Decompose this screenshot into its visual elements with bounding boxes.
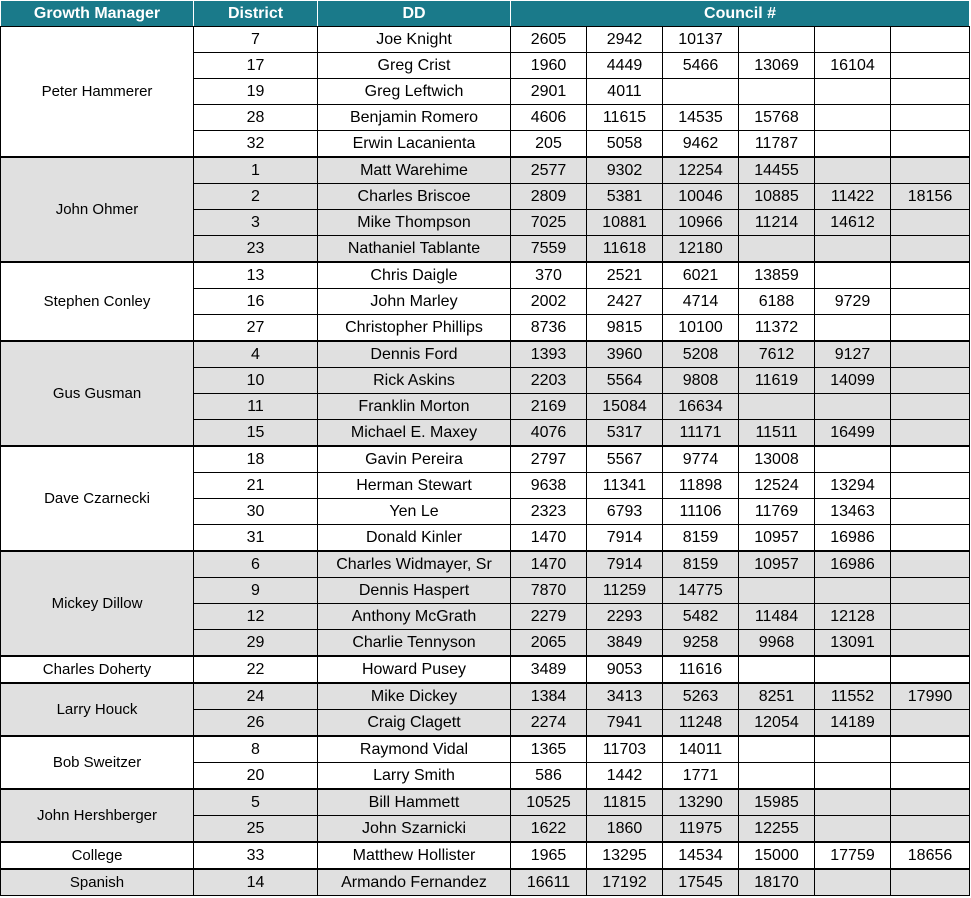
council-number-cell xyxy=(891,630,970,657)
council-number-cell xyxy=(739,27,815,53)
council-number-cell: 5208 xyxy=(663,341,739,368)
council-number-cell xyxy=(891,210,970,236)
growth-manager-cell: John Hershberger xyxy=(1,789,194,842)
council-number-cell: 13069 xyxy=(739,53,815,79)
growth-manager-cell: John Ohmer xyxy=(1,157,194,262)
council-number-cell: 2427 xyxy=(587,289,663,315)
council-number-cell: 16634 xyxy=(663,394,739,420)
council-number-cell: 9053 xyxy=(587,656,663,683)
district-cell: 20 xyxy=(194,763,318,790)
council-number-cell xyxy=(815,131,891,158)
council-number-cell xyxy=(815,315,891,342)
council-number-cell xyxy=(891,53,970,79)
council-number-cell: 14189 xyxy=(815,710,891,737)
council-number-cell: 14775 xyxy=(663,578,739,604)
table-row xyxy=(1,842,970,869)
council-number-cell: 11214 xyxy=(739,210,815,236)
growth-manager-cell: Gus Gusman xyxy=(1,341,194,446)
council-number-cell: 6021 xyxy=(663,262,739,289)
council-number-cell: 2065 xyxy=(511,630,587,657)
dd-name-cell: Greg Crist xyxy=(318,53,511,79)
council-number-cell: 11787 xyxy=(739,131,815,158)
council-number-cell: 9127 xyxy=(815,341,891,368)
council-number-cell xyxy=(891,763,970,790)
council-number-cell: 11511 xyxy=(739,420,815,447)
district-cell: 16 xyxy=(194,289,318,315)
council-number-cell: 1384 xyxy=(511,683,587,710)
dd-name-cell: Anthony McGrath xyxy=(318,604,511,630)
council-number-cell: 10957 xyxy=(739,525,815,552)
council-number-cell: 2323 xyxy=(511,499,587,525)
dd-name-cell: Larry Smith xyxy=(318,763,511,790)
council-number-cell: 11171 xyxy=(663,420,739,447)
table-row xyxy=(1,27,970,53)
header-dd: DD xyxy=(318,1,511,27)
council-number-cell: 1470 xyxy=(511,525,587,552)
council-number-cell: 10046 xyxy=(663,184,739,210)
table-row xyxy=(1,341,970,368)
district-cell: 22 xyxy=(194,656,318,683)
council-number-cell: 12254 xyxy=(663,157,739,184)
header-row xyxy=(1,1,970,27)
dd-name-cell: Gavin Pereira xyxy=(318,446,511,473)
dd-name-cell: Bill Hammett xyxy=(318,789,511,816)
council-number-cell xyxy=(891,473,970,499)
dd-name-cell: Charles Widmayer, Sr xyxy=(318,551,511,578)
table-row xyxy=(1,446,970,473)
dd-name-cell: Greg Leftwich xyxy=(318,79,511,105)
council-number-cell: 1393 xyxy=(511,341,587,368)
council-number-cell xyxy=(891,368,970,394)
table-body xyxy=(1,27,970,896)
table-row xyxy=(1,262,970,289)
council-number-cell: 11815 xyxy=(587,789,663,816)
council-number-cell: 10100 xyxy=(663,315,739,342)
council-number-cell: 5466 xyxy=(663,53,739,79)
dd-name-cell: Erwin Lacanienta xyxy=(318,131,511,158)
dd-name-cell: John Marley xyxy=(318,289,511,315)
council-number-cell: 11616 xyxy=(663,656,739,683)
district-cell: 31 xyxy=(194,525,318,552)
district-cell: 7 xyxy=(194,27,318,53)
district-cell: 30 xyxy=(194,499,318,525)
district-cell: 12 xyxy=(194,604,318,630)
council-number-cell xyxy=(891,236,970,263)
council-number-cell: 13294 xyxy=(815,473,891,499)
council-number-cell xyxy=(891,157,970,184)
council-number-cell: 2169 xyxy=(511,394,587,420)
district-cell: 8 xyxy=(194,736,318,763)
dd-name-cell: Rick Askins xyxy=(318,368,511,394)
council-number-cell: 8736 xyxy=(511,315,587,342)
council-number-cell: 10885 xyxy=(739,184,815,210)
council-number-cell: 10525 xyxy=(511,789,587,816)
district-cell: 3 xyxy=(194,210,318,236)
council-number-cell xyxy=(815,869,891,896)
council-number-cell: 9968 xyxy=(739,630,815,657)
council-number-cell: 2901 xyxy=(511,79,587,105)
dd-name-cell: Armando Fernandez xyxy=(318,869,511,896)
dd-name-cell: Donald Kinler xyxy=(318,525,511,552)
growth-manager-cell: Charles Doherty xyxy=(1,656,194,683)
council-number-cell: 13463 xyxy=(815,499,891,525)
council-number-cell xyxy=(891,604,970,630)
council-number-cell: 1622 xyxy=(511,816,587,843)
council-number-cell xyxy=(815,236,891,263)
council-number-cell xyxy=(739,394,815,420)
council-number-cell: 9774 xyxy=(663,446,739,473)
council-number-cell: 11615 xyxy=(587,105,663,131)
council-number-cell: 17759 xyxy=(815,842,891,869)
council-number-cell: 7870 xyxy=(511,578,587,604)
council-number-cell: 12128 xyxy=(815,604,891,630)
dd-name-cell: Joe Knight xyxy=(318,27,511,53)
council-number-cell: 7559 xyxy=(511,236,587,263)
council-number-cell xyxy=(891,79,970,105)
council-number-cell xyxy=(815,816,891,843)
header-growth-manager: Growth Manager xyxy=(1,1,194,27)
council-number-cell: 4606 xyxy=(511,105,587,131)
council-number-cell xyxy=(891,446,970,473)
council-number-cell: 15985 xyxy=(739,789,815,816)
council-number-cell: 1470 xyxy=(511,551,587,578)
council-number-cell xyxy=(815,763,891,790)
dd-name-cell: Herman Stewart xyxy=(318,473,511,499)
council-number-cell: 3413 xyxy=(587,683,663,710)
table-row xyxy=(1,656,970,683)
council-number-cell: 2293 xyxy=(587,604,663,630)
dd-name-cell: John Szarnicki xyxy=(318,816,511,843)
growth-manager-cell: Larry Houck xyxy=(1,683,194,736)
council-number-cell: 1965 xyxy=(511,842,587,869)
dd-name-cell: Raymond Vidal xyxy=(318,736,511,763)
council-number-cell xyxy=(891,578,970,604)
council-number-cell xyxy=(815,578,891,604)
council-number-cell: 15000 xyxy=(739,842,815,869)
council-number-cell: 11372 xyxy=(739,315,815,342)
district-cell: 32 xyxy=(194,131,318,158)
council-number-cell xyxy=(815,105,891,131)
council-number-cell xyxy=(891,869,970,896)
growth-manager-cell: Stephen Conley xyxy=(1,262,194,341)
council-number-cell: 8159 xyxy=(663,525,739,552)
council-number-cell: 6793 xyxy=(587,499,663,525)
council-number-cell: 2521 xyxy=(587,262,663,289)
council-number-cell: 5058 xyxy=(587,131,663,158)
council-number-cell: 11975 xyxy=(663,816,739,843)
council-number-cell: 3960 xyxy=(587,341,663,368)
table-row xyxy=(1,683,970,710)
council-number-cell: 1860 xyxy=(587,816,663,843)
district-cell: 33 xyxy=(194,842,318,869)
header-council: Council # xyxy=(511,1,970,27)
dd-name-cell: Charles Briscoe xyxy=(318,184,511,210)
council-number-cell: 11106 xyxy=(663,499,739,525)
council-number-cell: 2797 xyxy=(511,446,587,473)
dd-name-cell: Matthew Hollister xyxy=(318,842,511,869)
council-number-cell xyxy=(891,816,970,843)
growth-manager-cell: Mickey Dillow xyxy=(1,551,194,656)
council-number-cell: 1442 xyxy=(587,763,663,790)
council-number-cell: 5564 xyxy=(587,368,663,394)
council-number-cell: 13091 xyxy=(815,630,891,657)
council-number-cell: 18156 xyxy=(891,184,970,210)
council-number-cell: 11552 xyxy=(815,683,891,710)
district-cell: 18 xyxy=(194,446,318,473)
council-number-cell xyxy=(891,262,970,289)
council-number-cell: 5317 xyxy=(587,420,663,447)
council-number-cell: 3849 xyxy=(587,630,663,657)
district-cell: 9 xyxy=(194,578,318,604)
council-number-cell: 7914 xyxy=(587,525,663,552)
council-number-cell: 11898 xyxy=(663,473,739,499)
council-number-cell xyxy=(815,79,891,105)
council-number-cell xyxy=(891,105,970,131)
council-number-cell xyxy=(815,736,891,763)
council-number-cell: 14612 xyxy=(815,210,891,236)
district-cell: 29 xyxy=(194,630,318,657)
council-number-cell: 11259 xyxy=(587,578,663,604)
council-number-cell: 7914 xyxy=(587,551,663,578)
council-number-cell: 11422 xyxy=(815,184,891,210)
council-number-cell xyxy=(739,736,815,763)
council-number-cell: 4449 xyxy=(587,53,663,79)
council-number-cell: 16611 xyxy=(511,869,587,896)
district-cell: 11 xyxy=(194,394,318,420)
council-number-cell: 5381 xyxy=(587,184,663,210)
council-number-cell xyxy=(891,789,970,816)
dd-name-cell: Mike Dickey xyxy=(318,683,511,710)
council-number-cell: 2002 xyxy=(511,289,587,315)
council-number-cell: 9638 xyxy=(511,473,587,499)
council-number-cell: 14535 xyxy=(663,105,739,131)
council-number-cell: 2279 xyxy=(511,604,587,630)
district-cell: 28 xyxy=(194,105,318,131)
council-number-cell: 205 xyxy=(511,131,587,158)
council-number-cell: 5263 xyxy=(663,683,739,710)
council-number-cell: 12180 xyxy=(663,236,739,263)
council-number-cell: 7612 xyxy=(739,341,815,368)
dd-name-cell: Dennis Haspert xyxy=(318,578,511,604)
council-number-cell xyxy=(891,341,970,368)
council-number-cell: 10881 xyxy=(587,210,663,236)
council-number-cell xyxy=(891,420,970,447)
dd-name-cell: Franklin Morton xyxy=(318,394,511,420)
district-cell: 19 xyxy=(194,79,318,105)
district-cell: 10 xyxy=(194,368,318,394)
council-number-cell: 17990 xyxy=(891,683,970,710)
council-number-cell: 11484 xyxy=(739,604,815,630)
council-number-cell xyxy=(891,656,970,683)
council-number-cell: 1365 xyxy=(511,736,587,763)
district-cell: 23 xyxy=(194,236,318,263)
council-number-cell: 17545 xyxy=(663,869,739,896)
dd-name-cell: Craig Clagett xyxy=(318,710,511,737)
council-number-cell: 1771 xyxy=(663,763,739,790)
council-number-cell: 18170 xyxy=(739,869,815,896)
council-number-cell: 9462 xyxy=(663,131,739,158)
council-number-cell xyxy=(891,27,970,53)
district-cell: 5 xyxy=(194,789,318,816)
council-number-cell: 11769 xyxy=(739,499,815,525)
district-cell: 2 xyxy=(194,184,318,210)
council-number-cell: 11248 xyxy=(663,710,739,737)
council-number-cell xyxy=(739,656,815,683)
council-number-cell xyxy=(891,289,970,315)
council-number-cell: 16986 xyxy=(815,525,891,552)
table-row xyxy=(1,869,970,896)
council-number-cell: 12054 xyxy=(739,710,815,737)
dd-name-cell: Benjamin Romero xyxy=(318,105,511,131)
council-number-cell xyxy=(815,446,891,473)
council-number-cell: 2274 xyxy=(511,710,587,737)
council-number-cell: 13295 xyxy=(587,842,663,869)
council-number-cell: 11619 xyxy=(739,368,815,394)
district-cell: 14 xyxy=(194,869,318,896)
dd-name-cell: Matt Warehime xyxy=(318,157,511,184)
council-number-cell: 8159 xyxy=(663,551,739,578)
district-cell: 15 xyxy=(194,420,318,447)
council-number-cell: 4076 xyxy=(511,420,587,447)
district-cell: 1 xyxy=(194,157,318,184)
council-number-cell: 9808 xyxy=(663,368,739,394)
growth-manager-cell: Dave Czarnecki xyxy=(1,446,194,551)
district-cell: 17 xyxy=(194,53,318,79)
council-number-cell: 15084 xyxy=(587,394,663,420)
council-number-cell xyxy=(891,315,970,342)
council-number-cell xyxy=(891,551,970,578)
council-number-cell: 7025 xyxy=(511,210,587,236)
council-number-cell xyxy=(739,763,815,790)
council-number-cell: 9729 xyxy=(815,289,891,315)
dd-name-cell: Howard Pusey xyxy=(318,656,511,683)
growth-manager-cell: Spanish xyxy=(1,869,194,896)
council-number-cell xyxy=(739,578,815,604)
district-cell: 26 xyxy=(194,710,318,737)
table-row xyxy=(1,157,970,184)
council-number-cell: 11341 xyxy=(587,473,663,499)
council-number-cell: 1960 xyxy=(511,53,587,79)
council-number-cell xyxy=(891,131,970,158)
district-cell: 13 xyxy=(194,262,318,289)
growth-manager-cell: Bob Sweitzer xyxy=(1,736,194,789)
council-number-cell: 10137 xyxy=(663,27,739,53)
council-number-cell: 7941 xyxy=(587,710,663,737)
council-number-cell xyxy=(815,27,891,53)
council-number-cell: 13290 xyxy=(663,789,739,816)
council-number-cell: 14534 xyxy=(663,842,739,869)
dd-name-cell: Michael E. Maxey xyxy=(318,420,511,447)
header-district: District xyxy=(194,1,318,27)
council-number-cell: 13859 xyxy=(739,262,815,289)
council-number-cell: 9302 xyxy=(587,157,663,184)
council-number-cell: 10966 xyxy=(663,210,739,236)
council-number-cell xyxy=(891,499,970,525)
dd-name-cell: Mike Thompson xyxy=(318,210,511,236)
council-number-cell: 4011 xyxy=(587,79,663,105)
council-number-cell: 12524 xyxy=(739,473,815,499)
council-number-cell: 3489 xyxy=(511,656,587,683)
council-number-cell: 4714 xyxy=(663,289,739,315)
council-number-cell: 17192 xyxy=(587,869,663,896)
council-number-cell xyxy=(891,394,970,420)
council-number-cell: 586 xyxy=(511,763,587,790)
table-row xyxy=(1,789,970,816)
council-number-cell: 11618 xyxy=(587,236,663,263)
council-number-cell: 8251 xyxy=(739,683,815,710)
council-number-cell xyxy=(663,79,739,105)
district-cell: 6 xyxy=(194,551,318,578)
council-number-cell xyxy=(891,736,970,763)
dd-name-cell: Dennis Ford xyxy=(318,341,511,368)
council-number-cell: 5567 xyxy=(587,446,663,473)
council-number-cell: 16986 xyxy=(815,551,891,578)
table-row xyxy=(1,736,970,763)
council-number-cell: 14011 xyxy=(663,736,739,763)
dd-name-cell: Yen Le xyxy=(318,499,511,525)
council-number-cell: 2577 xyxy=(511,157,587,184)
council-number-cell: 5482 xyxy=(663,604,739,630)
council-number-cell: 9258 xyxy=(663,630,739,657)
dd-name-cell: Chris Daigle xyxy=(318,262,511,289)
council-number-cell: 16104 xyxy=(815,53,891,79)
council-number-cell: 18656 xyxy=(891,842,970,869)
council-number-cell: 13008 xyxy=(739,446,815,473)
council-number-cell: 370 xyxy=(511,262,587,289)
council-number-cell xyxy=(815,262,891,289)
council-number-cell: 12255 xyxy=(739,816,815,843)
district-cell: 27 xyxy=(194,315,318,342)
council-number-cell xyxy=(891,525,970,552)
council-number-cell: 2809 xyxy=(511,184,587,210)
dd-name-cell: Christopher Phillips xyxy=(318,315,511,342)
council-number-cell: 11703 xyxy=(587,736,663,763)
district-cell: 4 xyxy=(194,341,318,368)
council-number-cell xyxy=(739,236,815,263)
growth-manager-cell: College xyxy=(1,842,194,869)
council-number-cell: 2942 xyxy=(587,27,663,53)
council-number-cell: 2605 xyxy=(511,27,587,53)
council-number-cell: 15768 xyxy=(739,105,815,131)
table-row xyxy=(1,551,970,578)
council-number-cell xyxy=(739,79,815,105)
council-number-cell xyxy=(815,394,891,420)
district-cell: 25 xyxy=(194,816,318,843)
council-number-cell: 6188 xyxy=(739,289,815,315)
council-number-cell xyxy=(815,789,891,816)
growth-manager-cell: Peter Hammerer xyxy=(1,27,194,158)
dd-name-cell: Nathaniel Tablante xyxy=(318,236,511,263)
district-cell: 21 xyxy=(194,473,318,499)
dd-name-cell: Charlie Tennyson xyxy=(318,630,511,657)
council-number-cell: 14099 xyxy=(815,368,891,394)
council-number-cell: 9815 xyxy=(587,315,663,342)
council-number-cell xyxy=(815,157,891,184)
council-number-cell xyxy=(891,710,970,737)
council-number-cell: 14455 xyxy=(739,157,815,184)
council-number-cell xyxy=(815,656,891,683)
council-number-cell: 10957 xyxy=(739,551,815,578)
council-number-cell: 16499 xyxy=(815,420,891,447)
council-number-cell: 2203 xyxy=(511,368,587,394)
district-cell: 24 xyxy=(194,683,318,710)
